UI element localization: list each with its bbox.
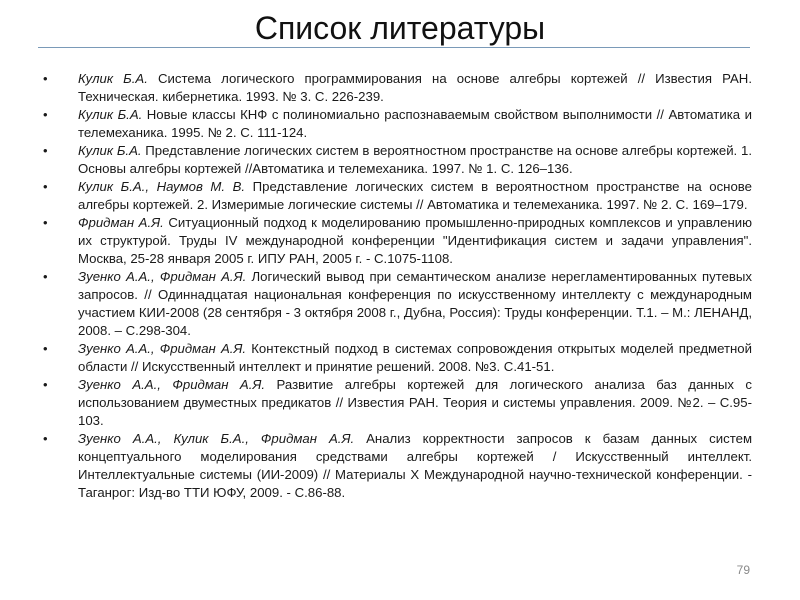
bullet-icon: • xyxy=(43,377,48,392)
reference-authors: Кулик Б.А., Наумов М. В. xyxy=(78,179,246,194)
reference-item xyxy=(40,340,752,376)
title-divider xyxy=(38,47,750,48)
reference-authors: Кулик Б.А. xyxy=(78,107,143,122)
reference-authors: Зуенко А.А., Фридман А.Я. xyxy=(78,269,247,284)
page-number: 79 xyxy=(736,563,750,577)
bullet-icon: • xyxy=(43,107,48,122)
reference-item xyxy=(40,268,752,340)
reference-authors: Фридман А.Я. xyxy=(78,215,164,230)
reference-authors: Кулик Б.А. xyxy=(78,71,148,86)
reference-item xyxy=(40,430,752,502)
reference-list xyxy=(40,70,752,502)
reference-item xyxy=(40,142,752,178)
reference-text: Контекстный подход в системах сопровождения открытых моделей предметной области // Искусственный интеллект и принятие решений. 2008. №3. С.41-51. xyxy=(78,341,752,374)
reference-text: Новые классы КНФ с полиномиально распознаваемым свойством выполнимости // Автоматика и телемеханика. 1995. № 2. С. 111-124. xyxy=(78,107,752,140)
reference-text: Представление логических систем в вероятностном пространстве на основе алгебры кортежей. 2. Измеримые логические системы // Автоматика и телемеханика. 1997. № 2. С. 169–179. xyxy=(78,179,752,212)
bullet-icon: • xyxy=(43,143,48,158)
reference-authors: Кулик Б.А. xyxy=(78,143,142,158)
reference-authors: Зуенко А.А., Фридман А.Я. xyxy=(78,377,266,392)
slide-title: Список литературы xyxy=(254,10,546,46)
reference-item xyxy=(40,376,752,430)
bullet-icon: • xyxy=(43,269,48,284)
bullet-icon: • xyxy=(43,341,48,356)
bullet-icon: • xyxy=(43,215,48,230)
bullet-icon: • xyxy=(43,71,48,86)
reference-text: Система логического программирования на основе алгебры кортежей // Известия РАН. Техническая. кибернетика. 1993. № 3. С. 226-239. xyxy=(78,71,752,104)
bullet-icon: • xyxy=(43,431,48,446)
reference-text: Анализ корректности запросов к базам данных систем концептуального моделирования средствами алгебры кортежей / Искусственный интеллект. Интеллектуальные системы (ИИ-2009) // Материалы X Международной научно-технической конференции. - Таганрог: Изд-во ТТИ ЮФУ, 2009. - С.86-88. xyxy=(78,431,753,500)
reference-authors: Зуенко А.А., Фридман А.Я. xyxy=(78,341,247,356)
reference-item xyxy=(40,178,752,214)
reference-authors: Зуенко А.А., Кулик Б.А., Фридман А.Я. xyxy=(78,431,355,446)
reference-text: Представление логических систем в вероятностном пространстве на основе алгебры кортежей. 1. Основы алгебры кортежей //Автоматика и телемеханика. 1997. № 1. С. 126–136. xyxy=(78,143,752,176)
reference-text: Развитие алгебры кортежей для логического анализа баз данных с использованием двуместных предикатов // Известия РАН. Теория и системы управления. 2009. №2. – С.95-103. xyxy=(78,377,752,428)
reference-text: Ситуационный подход к моделированию промышленно-природных комплексов и управлению их структурой. Труды IV международной конференции "Идентификация систем и задачи управления". Москва, 25-28 января 2005 г. ИПУ РАН, 2005 г. - С.1075-1108. xyxy=(78,215,753,266)
reference-text: Логический вывод при семантическом анализе нерегламентированных путевых запросов. // Одиннадцатая национальная конференция по искусственному интеллекту с международным участием КИИ-2008 (28 сентября - 3 октября 2008 г., Дубна, Россия): Труды конференции. Т.1. – М.: ЛЕНАНД, 2008. – С.298-304. xyxy=(78,269,752,338)
reference-item xyxy=(40,214,752,268)
bullet-icon: • xyxy=(43,179,48,194)
reference-item xyxy=(40,70,752,106)
reference-item xyxy=(40,106,752,142)
